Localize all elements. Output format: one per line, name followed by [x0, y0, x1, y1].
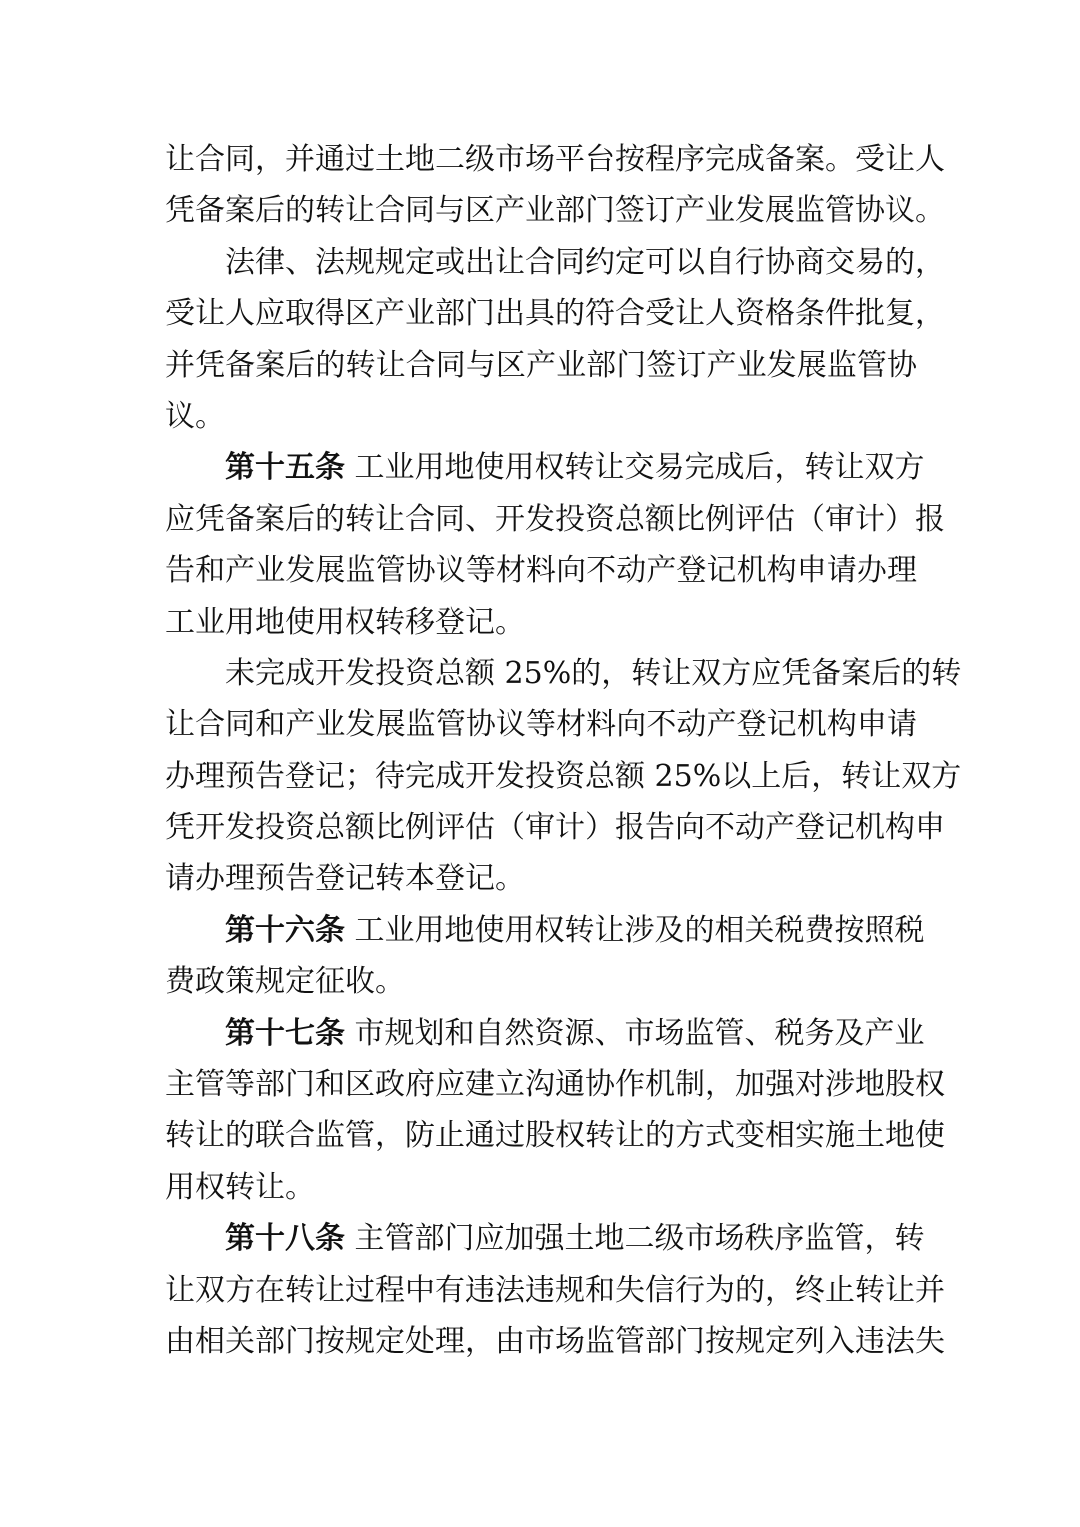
line-text: 工业用地使用权转让涉及的相关税费按照税	[345, 912, 925, 948]
text-line	[165, 545, 917, 596]
text-line	[165, 391, 917, 442]
line-text: 由相关部门按规定处理，由市场监管部门按规定列入违法失	[165, 1323, 945, 1359]
text-line	[165, 494, 945, 545]
text-line	[165, 340, 917, 391]
text-line	[165, 597, 917, 648]
line-text: 主管部门应加强土地二级市场秩序监管，转	[345, 1221, 925, 1257]
line-text: 主管等部门和区政府应建立沟通协作机制，加强对涉地股权	[165, 1067, 945, 1103]
line-text: 费政策规定征收。	[165, 964, 405, 1000]
text-line	[165, 648, 962, 699]
text-line	[165, 905, 925, 956]
line-text: 凭开发投资总额比例评估（审计）报告向不动产登记机构申	[165, 810, 945, 846]
line-text: 未完成开发投资总额 25%的，转让双方应凭备案后的转	[225, 655, 962, 691]
line-text: 告和产业发展监管协议等材料向不动产登记机构申请办理	[165, 553, 917, 589]
line-text: 法律、法规规定或出让合同约定可以自行协商交易的，	[225, 244, 945, 280]
text-line	[165, 802, 945, 853]
text-line	[165, 1162, 917, 1213]
text-line	[165, 1110, 945, 1161]
line-text: 受让人应取得区产业部门出具的符合受让人资格条件批复，	[165, 296, 945, 332]
text-line	[165, 1265, 945, 1316]
line-text: 并凭备案后的转让合同与区产业部门签订产业发展监管协	[165, 347, 917, 383]
line-text: 让合同和产业发展监管协议等材料向不动产登记机构申请	[165, 707, 917, 743]
text-line	[165, 185, 945, 236]
line-text: 用权转让。	[165, 1169, 315, 1205]
line-text: 让合同，并通过土地二级市场平台按程序完成备案。受让人	[165, 142, 945, 177]
text-line	[165, 853, 917, 904]
line-text: 请办理预告登记转本登记。	[165, 861, 525, 897]
line-text: 工业用地使用权转让交易完成后，转让双方	[345, 450, 925, 486]
line-text: 凭备案后的转让合同与区产业部门签订产业发展监管协议。	[165, 193, 945, 229]
text-line	[165, 134, 945, 185]
line-text: 应凭备案后的转让合同、开发投资总额比例评估（审计）报	[165, 501, 945, 537]
text-line	[165, 1059, 945, 1110]
article-title: 第十五条	[225, 450, 345, 486]
document-body	[165, 134, 962, 1367]
text-line	[165, 442, 925, 493]
text-line	[165, 699, 917, 750]
text-line	[165, 751, 962, 802]
line-text: 议。	[165, 398, 225, 434]
line-text: 办理预告登记；待完成开发投资总额 25%以上后，转让双方	[165, 758, 962, 794]
text-line	[165, 956, 917, 1007]
line-text: 让双方在转让过程中有违法违规和失信行为的，终止转让并	[165, 1272, 945, 1308]
article-title: 第十七条	[225, 1015, 345, 1051]
line-text: 市规划和自然资源、市场监管、税务及产业	[345, 1015, 925, 1051]
text-line	[165, 1213, 925, 1264]
article-title: 第十六条	[225, 912, 345, 948]
text-line	[165, 1008, 925, 1059]
line-text: 转让的联合监管，防止通过股权转让的方式变相实施土地使	[165, 1118, 945, 1154]
text-line	[165, 1316, 945, 1367]
text-line	[165, 237, 945, 288]
text-line	[165, 288, 945, 339]
line-text: 工业用地使用权转移登记。	[165, 604, 525, 640]
article-title: 第十八条	[225, 1221, 345, 1257]
